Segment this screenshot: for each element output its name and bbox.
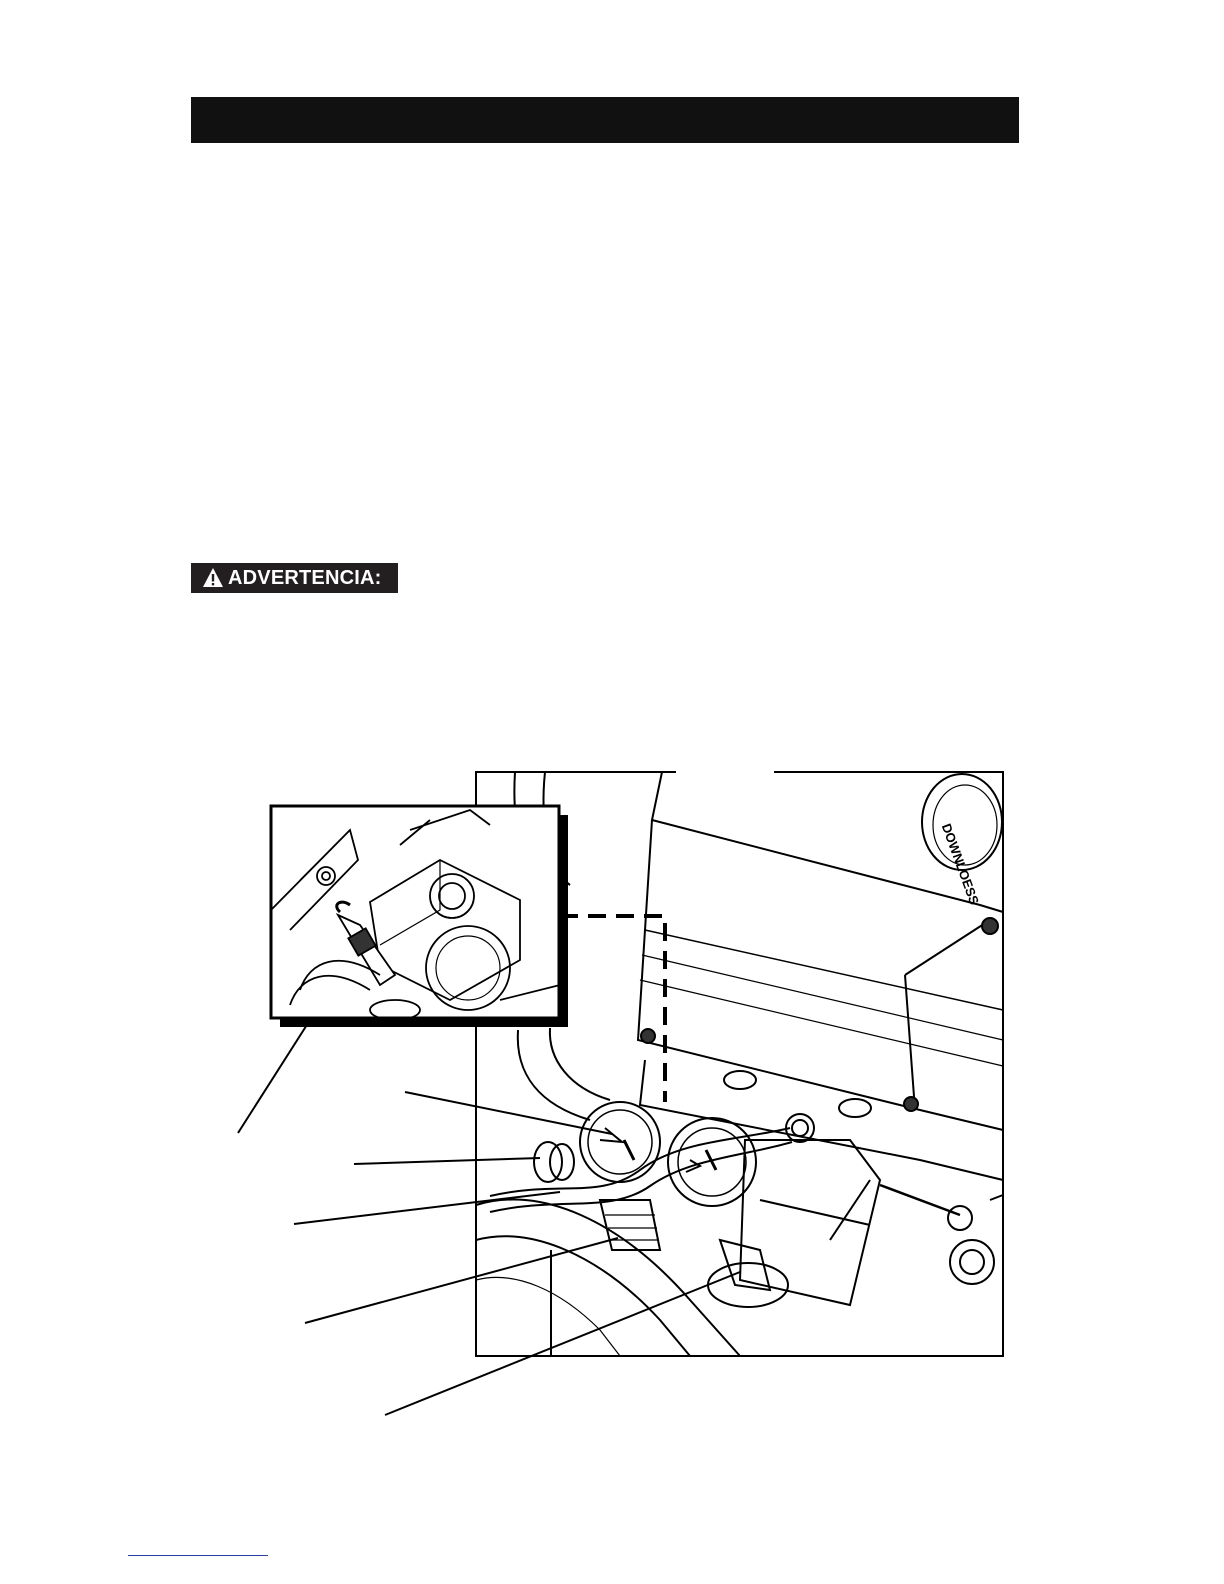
callout-line-2 — [405, 1092, 612, 1134]
callout-line-6 — [385, 1272, 740, 1415]
gauge-marking: DOWNLOESS — [938, 821, 983, 907]
callout-line-3 — [354, 1158, 540, 1164]
callout-line-1 — [238, 1020, 310, 1133]
inset-illustration — [271, 806, 568, 1027]
footer-rule — [128, 1555, 268, 1556]
callout-line-4 — [294, 1192, 560, 1224]
inset-connector — [560, 916, 665, 1102]
warning-label: ADVERTENCIA: — [228, 566, 382, 589]
callout-line-5 — [305, 1238, 618, 1323]
